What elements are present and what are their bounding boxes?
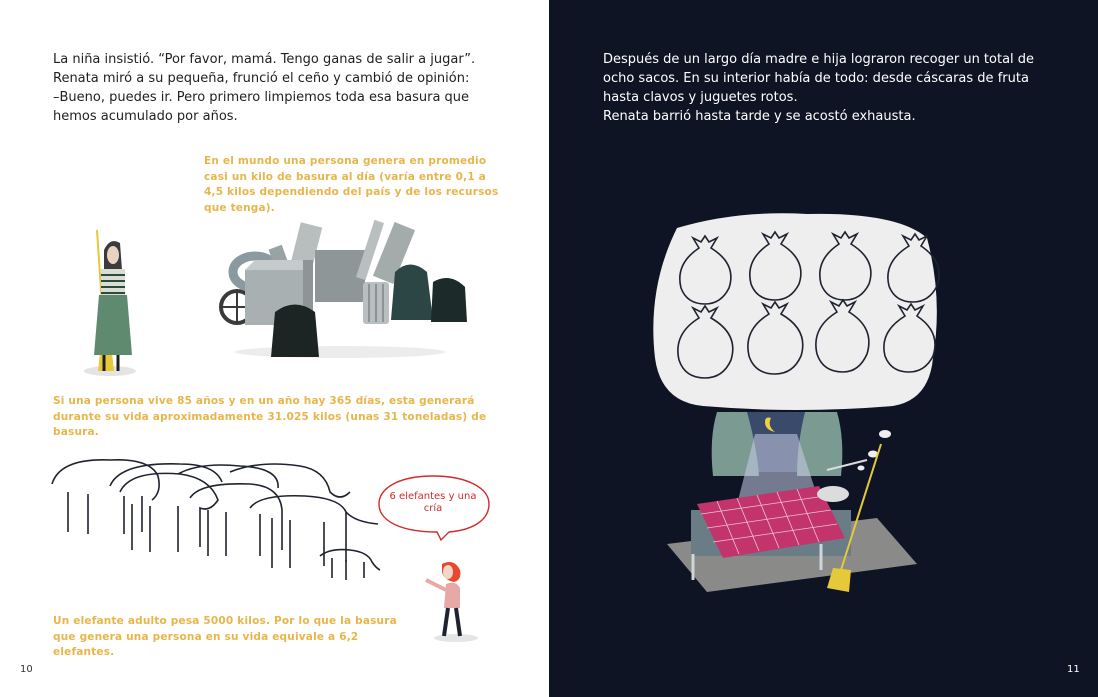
left-paragraph-2: Renata miró a su pequeña, frunció el ceño y cambió de opinión: [53,71,470,86]
right-paragraph-1: Después de un largo día madre e hija lograron recoger un total de ocho sacos. En su interior había de todo: desde cáscaras de fruta hasta clavos y juguetes rotos. [603,52,1035,105]
dream-cloud-illustration [647,208,947,618]
girl-with-broom-illustration [82,225,142,380]
left-paragraph-3: –Bueno, puedes ir. Pero primero limpiemos toda esa basura que hemos acumulado por años. [53,90,470,124]
right-page [549,0,1098,697]
left-story-text [53,50,513,126]
page-number-left: 10 [20,664,33,675]
child-pointing-illustration [418,558,488,643]
elephants-illustration [50,452,380,582]
right-story-text [603,50,1043,126]
page-number-right: 11 [1067,664,1080,675]
fact-lifetime-garbage: Si una persona vive 85 años y en un año hay 365 días, esta generará durante su vida aproximadamente 31.025 kilos (unas 31 toneladas) de basura. [53,395,487,438]
left-paragraph-1: La niña insistió. “Por favor, mamá. Tengo ganas de salir a jugar”. [53,52,476,67]
fact-garbage-per-day: En el mundo una persona genera en promedio casi un kilo de basura al día (varía entre 0,1 a 4,5 kilos dependiendo del país y de los recursos que tenga). [204,155,499,214]
right-paragraph-2: Renata barrió hasta tarde y se acostó exhausta. [603,109,916,124]
speech-bubble-text: 6 elefantes y una cría [389,491,477,514]
garbage-pile-illustration [215,212,475,362]
fact-elephant-weight: Un elefante adulto pesa 5000 kilos. Por lo que la basura que genera una persona en su vida equivale a 6,2 elefantes. [53,615,397,658]
